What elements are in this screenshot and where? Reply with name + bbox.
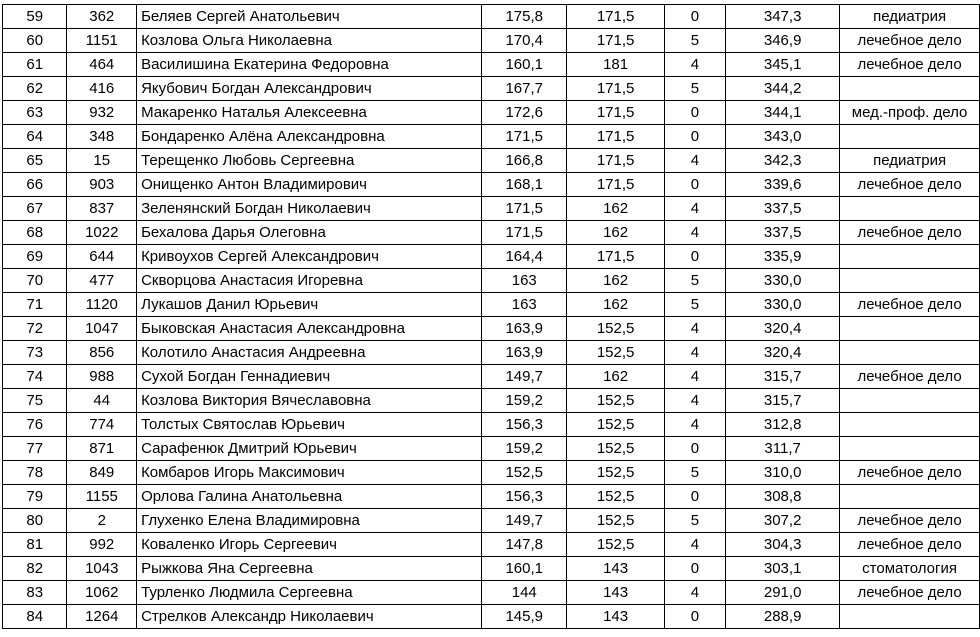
total-cell: 346,9 xyxy=(726,29,840,53)
bonus-cell: 5 xyxy=(664,77,725,101)
table-row xyxy=(3,221,980,245)
id-cell: 992 xyxy=(67,533,137,557)
total-cell: 337,5 xyxy=(726,221,840,245)
rank-cell: 59 xyxy=(3,5,67,29)
score2-cell: 143 xyxy=(567,605,664,629)
total-cell: 320,4 xyxy=(726,341,840,365)
specialty-cell: лечебное дело xyxy=(840,365,980,389)
id-cell: 44 xyxy=(67,389,137,413)
id-cell: 348 xyxy=(67,125,137,149)
rank-cell: 65 xyxy=(3,149,67,173)
rank-cell: 78 xyxy=(3,461,67,485)
bonus-cell: 0 xyxy=(664,557,725,581)
bonus-cell: 0 xyxy=(664,245,725,269)
score2-cell: 171,5 xyxy=(567,101,664,125)
rank-cell: 69 xyxy=(3,245,67,269)
rank-cell: 74 xyxy=(3,365,67,389)
score1-cell: 159,2 xyxy=(482,437,567,461)
specialty-cell: лечебное дело xyxy=(840,221,980,245)
table-row xyxy=(3,125,980,149)
score1-cell: 163,9 xyxy=(482,341,567,365)
total-cell: 347,3 xyxy=(726,5,840,29)
bonus-cell: 4 xyxy=(664,317,725,341)
name-cell: Козлова Виктория Вячеславовна xyxy=(137,389,482,413)
name-cell: Быковская Анастасия Александровна xyxy=(137,317,482,341)
bonus-cell: 4 xyxy=(664,221,725,245)
score1-cell: 156,3 xyxy=(482,413,567,437)
table-row xyxy=(3,365,980,389)
score2-cell: 171,5 xyxy=(567,173,664,197)
score1-cell: 168,1 xyxy=(482,173,567,197)
name-cell: Коваленко Игорь Сергеевич xyxy=(137,533,482,557)
score1-cell: 152,5 xyxy=(482,461,567,485)
id-cell: 903 xyxy=(67,173,137,197)
id-cell: 1022 xyxy=(67,221,137,245)
rank-cell: 84 xyxy=(3,605,67,629)
score1-cell: 171,5 xyxy=(482,125,567,149)
score1-cell: 163,9 xyxy=(482,317,567,341)
score2-cell: 171,5 xyxy=(567,125,664,149)
bonus-cell: 5 xyxy=(664,509,725,533)
table-row xyxy=(3,413,980,437)
score1-cell: 164,4 xyxy=(482,245,567,269)
total-cell: 330,0 xyxy=(726,293,840,317)
bonus-cell: 0 xyxy=(664,485,725,509)
table-row xyxy=(3,269,980,293)
rank-cell: 68 xyxy=(3,221,67,245)
name-cell: Толстых Святослав Юрьевич xyxy=(137,413,482,437)
score1-cell: 172,6 xyxy=(482,101,567,125)
bonus-cell: 5 xyxy=(664,29,725,53)
total-cell: 288,9 xyxy=(726,605,840,629)
rank-cell: 72 xyxy=(3,317,67,341)
score2-cell: 152,5 xyxy=(567,509,664,533)
id-cell: 1120 xyxy=(67,293,137,317)
score2-cell: 171,5 xyxy=(567,29,664,53)
score1-cell: 171,5 xyxy=(482,197,567,221)
table-row xyxy=(3,509,980,533)
specialty-cell: лечебное дело xyxy=(840,29,980,53)
specialty-cell: мед.-проф. дело xyxy=(840,101,980,125)
table-row xyxy=(3,389,980,413)
score2-cell: 162 xyxy=(567,365,664,389)
id-cell: 988 xyxy=(67,365,137,389)
name-cell: Якубович Богдан Александрович xyxy=(137,77,482,101)
id-cell: 1062 xyxy=(67,581,137,605)
name-cell: Скворцова Анастасия Игоревна xyxy=(137,269,482,293)
total-cell: 343,0 xyxy=(726,125,840,149)
bonus-cell: 0 xyxy=(664,101,725,125)
total-cell: 320,4 xyxy=(726,317,840,341)
rank-cell: 62 xyxy=(3,77,67,101)
id-cell: 871 xyxy=(67,437,137,461)
total-cell: 311,7 xyxy=(726,437,840,461)
total-cell: 342,3 xyxy=(726,149,840,173)
specialty-cell xyxy=(840,605,980,629)
table-row xyxy=(3,461,980,485)
id-cell: 1155 xyxy=(67,485,137,509)
score2-cell: 181 xyxy=(567,53,664,77)
table-row xyxy=(3,101,980,125)
rank-cell: 73 xyxy=(3,341,67,365)
bonus-cell: 4 xyxy=(664,53,725,77)
id-cell: 15 xyxy=(67,149,137,173)
rank-cell: 70 xyxy=(3,269,67,293)
rank-cell: 82 xyxy=(3,557,67,581)
rank-cell: 67 xyxy=(3,197,67,221)
score2-cell: 171,5 xyxy=(567,77,664,101)
score1-cell: 149,7 xyxy=(482,365,567,389)
specialty-cell xyxy=(840,197,980,221)
table-row xyxy=(3,605,980,629)
table-row xyxy=(3,149,980,173)
name-cell: Беляев Сергей Анатольевич xyxy=(137,5,482,29)
specialty-cell xyxy=(840,77,980,101)
id-cell: 1047 xyxy=(67,317,137,341)
name-cell: Рыжкова Яна Сергеевна xyxy=(137,557,482,581)
score1-cell: 160,1 xyxy=(482,557,567,581)
total-cell: 337,5 xyxy=(726,197,840,221)
score2-cell: 143 xyxy=(567,557,664,581)
table-row xyxy=(3,245,980,269)
specialty-cell: лечебное дело xyxy=(840,533,980,557)
rank-cell: 83 xyxy=(3,581,67,605)
score2-cell: 171,5 xyxy=(567,5,664,29)
bonus-cell: 4 xyxy=(664,581,725,605)
table-row xyxy=(3,341,980,365)
score1-cell: 166,8 xyxy=(482,149,567,173)
score1-cell: 163 xyxy=(482,269,567,293)
bonus-cell: 4 xyxy=(664,197,725,221)
id-cell: 837 xyxy=(67,197,137,221)
id-cell: 362 xyxy=(67,5,137,29)
specialty-cell xyxy=(840,485,980,509)
score2-cell: 162 xyxy=(567,197,664,221)
score1-cell: 145,9 xyxy=(482,605,567,629)
rank-cell: 77 xyxy=(3,437,67,461)
name-cell: Глухенко Елена Владимировна xyxy=(137,509,482,533)
specialty-cell xyxy=(840,245,980,269)
total-cell: 344,2 xyxy=(726,77,840,101)
score2-cell: 152,5 xyxy=(567,413,664,437)
table-row xyxy=(3,533,980,557)
bonus-cell: 5 xyxy=(664,269,725,293)
name-cell: Макаренко Наталья Алексеевна xyxy=(137,101,482,125)
total-cell: 308,8 xyxy=(726,485,840,509)
score2-cell: 171,5 xyxy=(567,245,664,269)
name-cell: Терещенко Любовь Сергеевна xyxy=(137,149,482,173)
specialty-cell xyxy=(840,413,980,437)
score1-cell: 170,4 xyxy=(482,29,567,53)
ranking-table-body xyxy=(3,5,980,629)
name-cell: Стрелков Александр Николаевич xyxy=(137,605,482,629)
rank-cell: 79 xyxy=(3,485,67,509)
specialty-cell xyxy=(840,389,980,413)
rank-cell: 60 xyxy=(3,29,67,53)
bonus-cell: 4 xyxy=(664,533,725,557)
bonus-cell: 0 xyxy=(664,173,725,197)
rank-cell: 81 xyxy=(3,533,67,557)
specialty-cell: педиатрия xyxy=(840,149,980,173)
name-cell: Онищенко Антон Владимирович xyxy=(137,173,482,197)
total-cell: 330,0 xyxy=(726,269,840,293)
total-cell: 315,7 xyxy=(726,365,840,389)
score1-cell: 163 xyxy=(482,293,567,317)
score2-cell: 162 xyxy=(567,293,664,317)
rank-cell: 66 xyxy=(3,173,67,197)
bonus-cell: 4 xyxy=(664,341,725,365)
ranking-table xyxy=(2,4,980,629)
score2-cell: 152,5 xyxy=(567,461,664,485)
score1-cell: 167,7 xyxy=(482,77,567,101)
specialty-cell: стоматология xyxy=(840,557,980,581)
specialty-cell: лечебное дело xyxy=(840,509,980,533)
specialty-cell xyxy=(840,125,980,149)
name-cell: Козлова Ольга Николаевна xyxy=(137,29,482,53)
score1-cell: 175,8 xyxy=(482,5,567,29)
score2-cell: 152,5 xyxy=(567,341,664,365)
score1-cell: 159,2 xyxy=(482,389,567,413)
name-cell: Сарафенюк Дмитрий Юрьевич xyxy=(137,437,482,461)
total-cell: 291,0 xyxy=(726,581,840,605)
id-cell: 464 xyxy=(67,53,137,77)
id-cell: 774 xyxy=(67,413,137,437)
bonus-cell: 4 xyxy=(664,389,725,413)
name-cell: Турленко Людмила Сергеевна xyxy=(137,581,482,605)
specialty-cell: лечебное дело xyxy=(840,581,980,605)
score1-cell: 147,8 xyxy=(482,533,567,557)
id-cell: 2 xyxy=(67,509,137,533)
table-row xyxy=(3,293,980,317)
name-cell: Бондаренко Алёна Александровна xyxy=(137,125,482,149)
name-cell: Орлова Галина Анатольевна xyxy=(137,485,482,509)
table-row xyxy=(3,437,980,461)
bonus-cell: 0 xyxy=(664,437,725,461)
table-row xyxy=(3,581,980,605)
name-cell: Колотило Анастасия Андреевна xyxy=(137,341,482,365)
id-cell: 1043 xyxy=(67,557,137,581)
name-cell: Василишина Екатерина Федоровна xyxy=(137,53,482,77)
total-cell: 304,3 xyxy=(726,533,840,557)
score1-cell: 160,1 xyxy=(482,53,567,77)
rank-cell: 75 xyxy=(3,389,67,413)
score1-cell: 156,3 xyxy=(482,485,567,509)
score2-cell: 171,5 xyxy=(567,149,664,173)
specialty-cell: лечебное дело xyxy=(840,173,980,197)
score2-cell: 152,5 xyxy=(567,389,664,413)
specialty-cell xyxy=(840,269,980,293)
bonus-cell: 0 xyxy=(664,125,725,149)
table-row xyxy=(3,317,980,341)
name-cell: Бехалова Дарья Олеговна xyxy=(137,221,482,245)
bonus-cell: 5 xyxy=(664,461,725,485)
total-cell: 307,2 xyxy=(726,509,840,533)
id-cell: 932 xyxy=(67,101,137,125)
score2-cell: 152,5 xyxy=(567,533,664,557)
bonus-cell: 4 xyxy=(664,413,725,437)
id-cell: 416 xyxy=(67,77,137,101)
score1-cell: 171,5 xyxy=(482,221,567,245)
id-cell: 1151 xyxy=(67,29,137,53)
specialty-cell xyxy=(840,341,980,365)
rank-cell: 64 xyxy=(3,125,67,149)
rank-cell: 76 xyxy=(3,413,67,437)
score1-cell: 149,7 xyxy=(482,509,567,533)
id-cell: 477 xyxy=(67,269,137,293)
name-cell: Зеленянский Богдан Николаевич xyxy=(137,197,482,221)
total-cell: 335,9 xyxy=(726,245,840,269)
score2-cell: 143 xyxy=(567,581,664,605)
total-cell: 310,0 xyxy=(726,461,840,485)
total-cell: 312,8 xyxy=(726,413,840,437)
rank-cell: 63 xyxy=(3,101,67,125)
total-cell: 339,6 xyxy=(726,173,840,197)
total-cell: 345,1 xyxy=(726,53,840,77)
id-cell: 856 xyxy=(67,341,137,365)
bonus-cell: 0 xyxy=(664,5,725,29)
total-cell: 303,1 xyxy=(726,557,840,581)
score2-cell: 152,5 xyxy=(567,485,664,509)
name-cell: Комбаров Игорь Максимович xyxy=(137,461,482,485)
bonus-cell: 4 xyxy=(664,365,725,389)
name-cell: Лукашов Данил Юрьевич xyxy=(137,293,482,317)
specialty-cell xyxy=(840,317,980,341)
table-row xyxy=(3,557,980,581)
total-cell: 315,7 xyxy=(726,389,840,413)
name-cell: Кривоухов Сергей Александрович xyxy=(137,245,482,269)
rank-cell: 61 xyxy=(3,53,67,77)
score2-cell: 152,5 xyxy=(567,437,664,461)
table-row xyxy=(3,29,980,53)
table-row xyxy=(3,77,980,101)
score2-cell: 152,5 xyxy=(567,317,664,341)
specialty-cell: лечебное дело xyxy=(840,53,980,77)
table-row xyxy=(3,53,980,77)
total-cell: 344,1 xyxy=(726,101,840,125)
specialty-cell xyxy=(840,437,980,461)
rank-cell: 71 xyxy=(3,293,67,317)
id-cell: 849 xyxy=(67,461,137,485)
score2-cell: 162 xyxy=(567,221,664,245)
specialty-cell: педиатрия xyxy=(840,5,980,29)
score1-cell: 144 xyxy=(482,581,567,605)
id-cell: 644 xyxy=(67,245,137,269)
score2-cell: 162 xyxy=(567,269,664,293)
bonus-cell: 5 xyxy=(664,293,725,317)
bonus-cell: 0 xyxy=(664,605,725,629)
id-cell: 1264 xyxy=(67,605,137,629)
specialty-cell: лечебное дело xyxy=(840,293,980,317)
bonus-cell: 4 xyxy=(664,149,725,173)
table-row xyxy=(3,5,980,29)
table-row xyxy=(3,197,980,221)
specialty-cell: лечебное дело xyxy=(840,461,980,485)
rank-cell: 80 xyxy=(3,509,67,533)
table-row xyxy=(3,173,980,197)
name-cell: Сухой Богдан Геннадиевич xyxy=(137,365,482,389)
table-row xyxy=(3,485,980,509)
